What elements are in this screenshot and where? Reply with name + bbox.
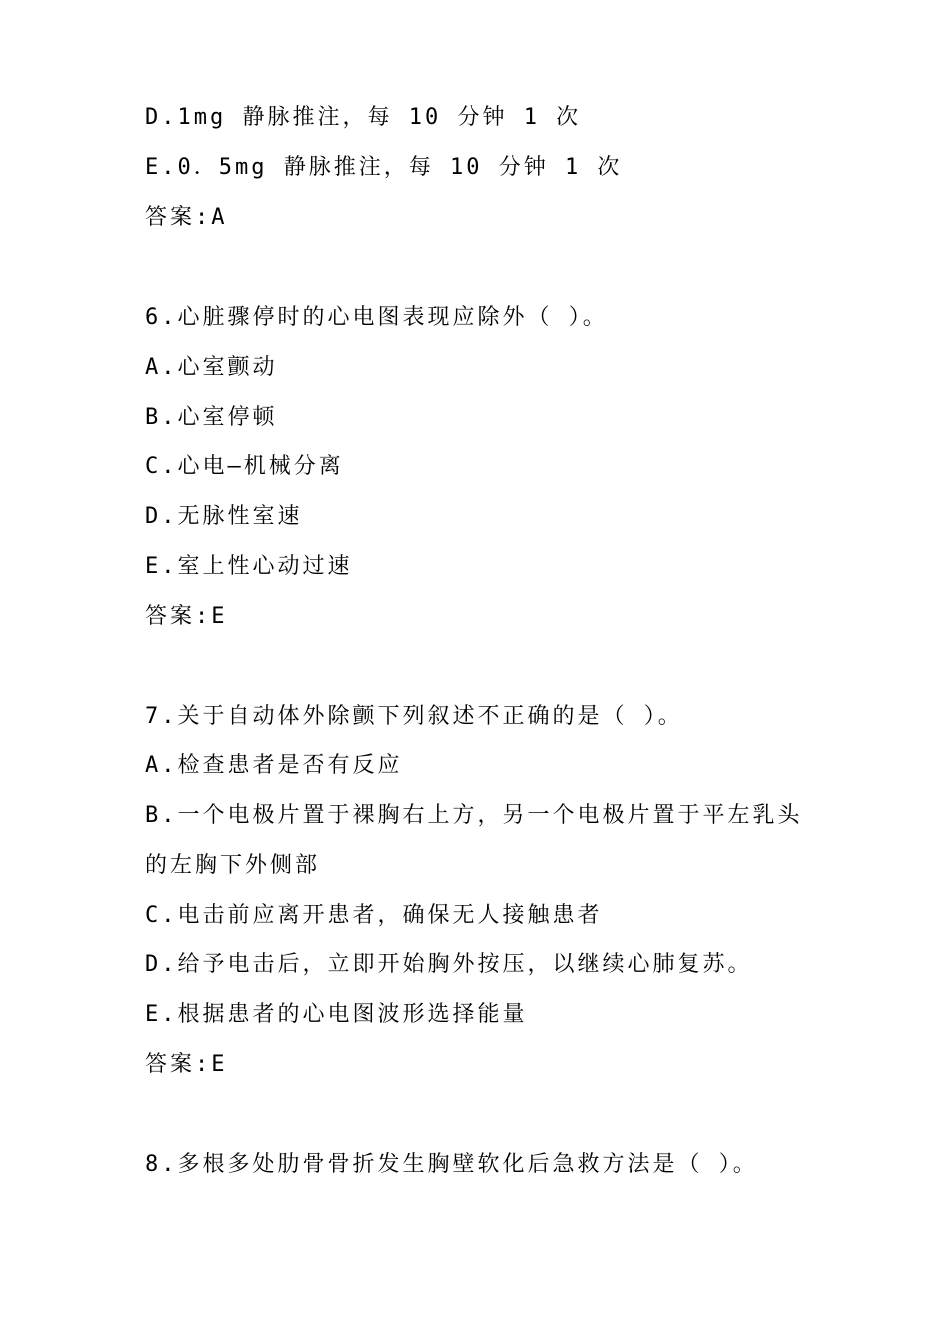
question-7-option-d: D.给予电击后，立即开始胸外按压，以继续心肺复苏。 [145, 952, 753, 977]
question-6-option-c: C.心电—机械分离 [145, 454, 344, 479]
question-6-option-e: E.室上性心动过速 [145, 554, 353, 579]
question-7-option-a: A.检查患者是否有反应 [145, 753, 403, 778]
question-7-option-b-line-2: 的左胸下外侧部 [145, 853, 321, 878]
question-7-stem: 7.关于自动体外除颤下列叙述不正确的是（ ）。 [145, 704, 683, 729]
question-6-answer: 答案:E [145, 604, 228, 629]
question-6-option-b: B.心室停顿 [145, 405, 278, 430]
answer-text: 答案:A [145, 205, 228, 230]
question-7-option-b-line-1: B.一个电极片置于裸胸右上方，另一个电极片置于平左乳头 [145, 803, 803, 828]
question-6-option-a: A.心室颤动 [145, 355, 278, 380]
question-6-stem: 6.心脏骤停时的心电图表现应除外（ ）。 [145, 305, 608, 330]
question-7-option-e: E.根据患者的心电图波形选择能量 [145, 1002, 528, 1027]
option-d-text: D.1mg 静脉推注，每 10 分钟 1 次 [145, 105, 582, 130]
option-e-text: E.0．5mg 静脉推注，每 10 分钟 1 次 [145, 155, 623, 180]
question-7-answer: 答案:E [145, 1052, 228, 1077]
question-8-stem: 8.多根多处肋骨骨折发生胸壁软化后急救方法是（ ）。 [145, 1152, 758, 1177]
question-7-option-c: C.电击前应离开患者，确保无人接触患者 [145, 903, 603, 928]
question-6-option-d: D.无脉性室速 [145, 504, 303, 529]
